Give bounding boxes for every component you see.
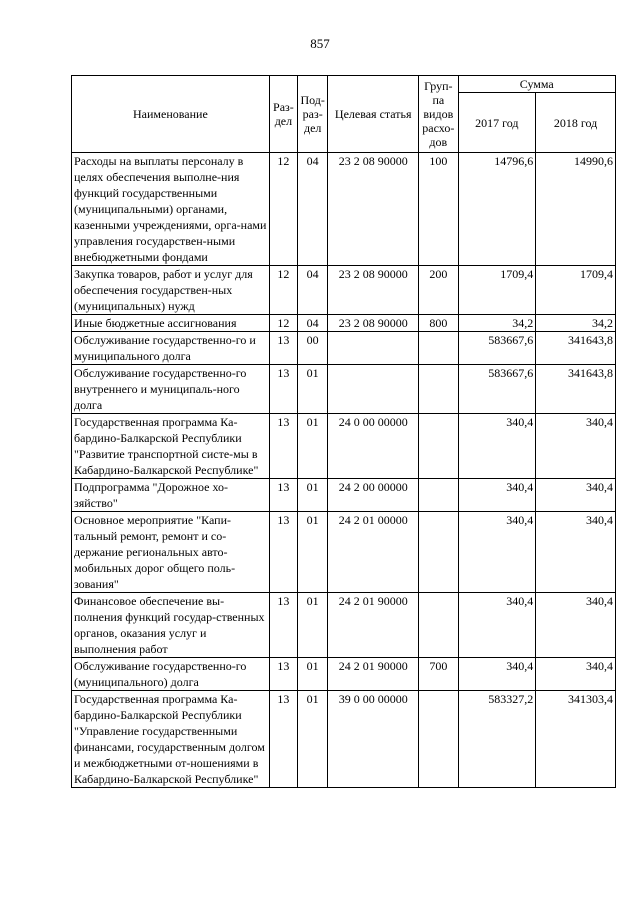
header-subsection: Под-раз-дел xyxy=(298,76,328,153)
row-section: 12 xyxy=(269,266,297,315)
row-group xyxy=(419,512,458,593)
row-value-2017: 34,2 xyxy=(458,315,536,332)
row-name: Финансовое обеспечение вы-полнения функций государ-ственных органов, оказания услуг и выполнения работ xyxy=(72,593,270,658)
row-value-2018: 14990,6 xyxy=(536,153,616,266)
header-name: Наименование xyxy=(72,76,270,153)
header-sum: Сумма xyxy=(458,76,616,93)
row-value-2017: 340,4 xyxy=(458,479,536,512)
header-group: Груп-па видов расхо-дов xyxy=(419,76,458,153)
row-subsection: 01 xyxy=(298,512,328,593)
row-name: Государственная программа Ка-бардино-Балкарской Республики "Развитие транспортной систе-мы в Кабардино-Балкарской Республике" xyxy=(72,414,270,479)
row-section: 12 xyxy=(269,315,297,332)
row-target: 24 2 01 00000 xyxy=(328,512,419,593)
row-group xyxy=(419,479,458,512)
row-value-2017: 340,4 xyxy=(458,414,536,479)
row-target xyxy=(328,332,419,365)
table-row xyxy=(72,658,616,691)
row-name: Расходы на выплаты персоналу в целях обеспечения выполне-ния функций государственными (муниципальными) органами, казенными учреждениями, орга-нами управления государствен-ными внебюджетными фондами xyxy=(72,153,270,266)
row-value-2018: 340,4 xyxy=(536,593,616,658)
row-group xyxy=(419,365,458,414)
row-target: 24 0 00 00000 xyxy=(328,414,419,479)
row-value-2018: 341643,8 xyxy=(536,332,616,365)
row-name: Обслуживание государственно-го и муниципального долга xyxy=(72,332,270,365)
table-row xyxy=(72,593,616,658)
row-subsection: 01 xyxy=(298,414,328,479)
row-value-2017: 583327,2 xyxy=(458,691,536,788)
row-value-2018: 34,2 xyxy=(536,315,616,332)
header-year-2017: 2017 год xyxy=(458,93,536,153)
table-row xyxy=(72,414,616,479)
row-subsection: 01 xyxy=(298,691,328,788)
row-group xyxy=(419,332,458,365)
row-group: 800 xyxy=(419,315,458,332)
row-name: Подпрограмма "Дорожное хо-зяйство" xyxy=(72,479,270,512)
row-target: 23 2 08 90000 xyxy=(328,266,419,315)
table-row xyxy=(72,479,616,512)
row-group: 700 xyxy=(419,658,458,691)
row-group xyxy=(419,593,458,658)
row-name: Обслуживание государственно-го внутреннего и муниципаль-ного долга xyxy=(72,365,270,414)
row-subsection: 04 xyxy=(298,315,328,332)
budget-table xyxy=(71,75,616,788)
row-value-2017: 340,4 xyxy=(458,593,536,658)
row-value-2018: 340,4 xyxy=(536,512,616,593)
row-group xyxy=(419,691,458,788)
row-value-2018: 341643,8 xyxy=(536,365,616,414)
row-value-2018: 340,4 xyxy=(536,658,616,691)
row-section: 12 xyxy=(269,153,297,266)
row-value-2017: 1709,4 xyxy=(458,266,536,315)
table-row xyxy=(72,315,616,332)
row-target: 24 2 01 90000 xyxy=(328,593,419,658)
table-row xyxy=(72,332,616,365)
row-subsection: 01 xyxy=(298,479,328,512)
table-row xyxy=(72,266,616,315)
header-target: Целевая статья xyxy=(328,76,419,153)
page-number: 857 xyxy=(310,36,330,51)
row-subsection: 04 xyxy=(298,266,328,315)
row-section: 13 xyxy=(269,691,297,788)
row-section: 13 xyxy=(269,658,297,691)
row-group: 200 xyxy=(419,266,458,315)
row-name: Основное мероприятие "Капи-тальный ремонт, ремонт и со-держание региональных авто-мобильных дорог общего поль-зования" xyxy=(72,512,270,593)
row-name: Обслуживание государственно-го (муниципального) долга xyxy=(72,658,270,691)
table-row xyxy=(72,691,616,788)
row-section: 13 xyxy=(269,512,297,593)
row-value-2018: 340,4 xyxy=(536,414,616,479)
row-value-2018: 340,4 xyxy=(536,479,616,512)
row-name: Иные бюджетные ассигнования xyxy=(72,315,270,332)
row-subsection: 01 xyxy=(298,658,328,691)
row-name: Закупка товаров, работ и услуг для обеспечения государствен-ных (муниципальных) нужд xyxy=(72,266,270,315)
row-target xyxy=(328,365,419,414)
row-subsection: 04 xyxy=(298,153,328,266)
row-target: 39 0 00 00000 xyxy=(328,691,419,788)
row-value-2018: 1709,4 xyxy=(536,266,616,315)
row-value-2017: 14796,6 xyxy=(458,153,536,266)
table-row xyxy=(72,512,616,593)
table-row xyxy=(72,153,616,266)
row-target: 23 2 08 90000 xyxy=(328,315,419,332)
row-subsection: 00 xyxy=(298,332,328,365)
table-body xyxy=(72,153,616,788)
header-year-2018: 2018 год xyxy=(536,93,616,153)
row-section: 13 xyxy=(269,365,297,414)
row-group: 100 xyxy=(419,153,458,266)
row-group xyxy=(419,414,458,479)
row-target: 24 2 00 00000 xyxy=(328,479,419,512)
row-subsection: 01 xyxy=(298,593,328,658)
row-section: 13 xyxy=(269,414,297,479)
row-target: 24 2 01 90000 xyxy=(328,658,419,691)
row-section: 13 xyxy=(269,332,297,365)
row-value-2018: 341303,4 xyxy=(536,691,616,788)
row-value-2017: 583667,6 xyxy=(458,365,536,414)
row-value-2017: 340,4 xyxy=(458,658,536,691)
header-section: Раз-дел xyxy=(269,76,297,153)
row-target: 23 2 08 90000 xyxy=(328,153,419,266)
table-row xyxy=(72,365,616,414)
row-value-2017: 583667,6 xyxy=(458,332,536,365)
row-value-2017: 340,4 xyxy=(458,512,536,593)
row-section: 13 xyxy=(269,479,297,512)
row-section: 13 xyxy=(269,593,297,658)
row-name: Государственная программа Ка-бардино-Балкарской Республики "Управление государственными финансами, государственным долгом и межбюджетными от-ношениями в Кабардино-Балкарской Республике" xyxy=(72,691,270,788)
row-subsection: 01 xyxy=(298,365,328,414)
